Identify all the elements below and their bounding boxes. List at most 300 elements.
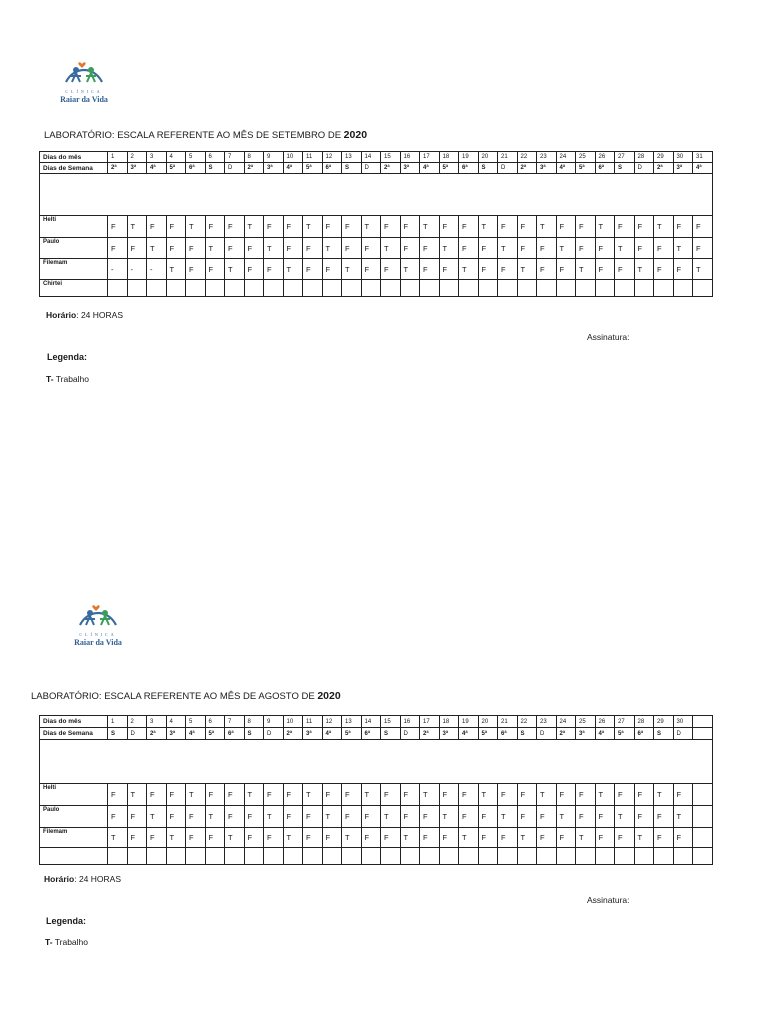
clinic-logo	[46, 60, 122, 110]
shift-cell: F	[517, 806, 537, 828]
shift-cell: T	[264, 238, 284, 259]
weekday-cell: 2ª	[147, 728, 167, 740]
weekday-cell: S	[654, 728, 674, 740]
day-number-cell: 29	[654, 152, 674, 163]
shift-cell: F	[537, 806, 557, 828]
day-number-cell: 28	[634, 152, 654, 163]
shift-cell: T	[225, 828, 245, 848]
day-number-cell: 20	[478, 152, 498, 163]
day-number-cell: 15	[381, 152, 401, 163]
shift-cell: F	[322, 784, 342, 806]
shift-cell	[127, 280, 147, 297]
shift-cell: F	[205, 216, 225, 238]
staff-row-paulo	[40, 806, 713, 828]
day-number-cell: 7	[225, 152, 245, 163]
weekday-cell: 2ª	[556, 728, 576, 740]
shift-cell: F	[303, 828, 323, 848]
staff-row-helti	[40, 784, 713, 806]
shift-cell	[693, 806, 713, 828]
staff-row-helti	[40, 216, 713, 238]
weekday-cell: 4ª	[459, 728, 479, 740]
weekday-cell: S	[342, 163, 362, 174]
shift-cell: T	[147, 238, 167, 259]
shift-cell: F	[576, 806, 596, 828]
shift-cell: F	[595, 259, 615, 280]
weekday-cell: 6ª	[361, 728, 381, 740]
shift-cell: F	[225, 216, 245, 238]
shift-cell	[576, 848, 596, 865]
staff-row-chirtei	[40, 280, 713, 297]
shift-cell	[576, 280, 596, 297]
day-number-cell: 27	[615, 152, 635, 163]
shift-cell	[654, 280, 674, 297]
shift-cell: F	[342, 216, 362, 238]
weekday-cell	[693, 728, 713, 740]
staff-row-empty	[40, 848, 713, 865]
shift-cell: F	[225, 238, 245, 259]
weekday-cell: 6ª	[459, 163, 479, 174]
weekday-cell: 2ª	[517, 163, 537, 174]
day-number-cell: 23	[537, 152, 557, 163]
weekday-cell: D	[264, 728, 284, 740]
shift-cell: F	[517, 784, 537, 806]
shift-cell: F	[127, 806, 147, 828]
shift-cell	[303, 280, 323, 297]
weekday-cell: 6ª	[595, 163, 615, 174]
shift-cell	[205, 280, 225, 297]
day-number-cell: 18	[439, 152, 459, 163]
shift-cell: F	[283, 784, 303, 806]
shift-cell: T	[439, 238, 459, 259]
shift-cell	[147, 848, 167, 865]
staff-row-filemam	[40, 259, 713, 280]
weekday-cell: S	[205, 163, 225, 174]
shift-cell	[595, 280, 615, 297]
shift-cell	[478, 280, 498, 297]
day-number-cell: 26	[595, 152, 615, 163]
day-number-cell: 22	[517, 716, 537, 728]
day-number-cell: 23	[537, 716, 557, 728]
shift-cell: F	[634, 806, 654, 828]
legend-desc: Trabalho	[53, 374, 90, 384]
shift-cell: F	[342, 238, 362, 259]
shift-cell	[439, 280, 459, 297]
shift-cell: F	[595, 828, 615, 848]
schedule-table	[39, 151, 713, 297]
hours-label: Horário	[46, 310, 77, 320]
shift-cell: F	[576, 238, 596, 259]
shift-cell: F	[498, 828, 518, 848]
shift-cell: T	[537, 784, 557, 806]
shift-cell: F	[205, 784, 225, 806]
shift-cell	[166, 848, 186, 865]
shift-cell: F	[615, 828, 635, 848]
shift-cell: T	[381, 806, 401, 828]
shift-cell	[517, 848, 537, 865]
weekday-cell: 2ª	[381, 163, 401, 174]
shift-cell	[108, 848, 128, 865]
day-number-cell: 9	[264, 152, 284, 163]
day-number-cell: 6	[205, 152, 225, 163]
shift-cell: T	[127, 784, 147, 806]
day-number-cell: 10	[283, 716, 303, 728]
shift-cell: F	[400, 784, 420, 806]
day-number-cell: 1	[108, 716, 128, 728]
shift-cell: F	[556, 784, 576, 806]
shift-cell	[459, 848, 479, 865]
shift-cell: -	[147, 259, 167, 280]
shift-cell: F	[459, 784, 479, 806]
shift-cell: F	[634, 238, 654, 259]
shift-cell	[400, 280, 420, 297]
shift-cell: T	[342, 828, 362, 848]
shift-cell: F	[361, 806, 381, 828]
shift-cell	[420, 848, 440, 865]
shift-cell: T	[615, 238, 635, 259]
shift-cell: F	[673, 828, 693, 848]
shift-cell: F	[634, 216, 654, 238]
shift-cell	[186, 280, 206, 297]
weekday-cell: 4ª	[322, 728, 342, 740]
day-number-cell: 13	[342, 716, 362, 728]
shift-cell	[108, 280, 128, 297]
shift-cell: F	[342, 806, 362, 828]
row-label-dias-semana: Dias de Semana	[40, 728, 108, 740]
shift-cell: F	[108, 806, 128, 828]
day-number-cell: 12	[322, 716, 342, 728]
shift-cell	[381, 848, 401, 865]
signature-label: Assinatura:	[587, 895, 630, 905]
shift-cell: F	[478, 259, 498, 280]
weekday-cell: 3ª	[264, 163, 284, 174]
shift-cell: F	[108, 238, 128, 259]
weekday-cell: D	[634, 163, 654, 174]
day-number-cell: 28	[634, 716, 654, 728]
weekday-cell: 4ª	[693, 163, 713, 174]
day-number-cell: 21	[498, 716, 518, 728]
shift-cell: F	[381, 216, 401, 238]
shift-cell: F	[537, 828, 557, 848]
day-number-cell: 18	[439, 716, 459, 728]
weekday-cell: S	[108, 728, 128, 740]
day-number-cell: 5	[186, 152, 206, 163]
shift-cell: F	[108, 216, 128, 238]
shift-cell: T	[322, 238, 342, 259]
day-number-cell: 11	[303, 152, 323, 163]
day-number-cell: 17	[420, 152, 440, 163]
shift-cell: T	[634, 828, 654, 848]
weekday-cell: 3ª	[673, 163, 693, 174]
shift-cell: T	[595, 216, 615, 238]
shift-cell	[615, 280, 635, 297]
weekday-cell: 3ª	[537, 163, 557, 174]
shift-cell: F	[556, 216, 576, 238]
shift-cell: F	[205, 828, 225, 848]
shift-cell: T	[186, 216, 206, 238]
blank-spacer-row	[40, 174, 713, 216]
day-number-cell: 13	[342, 152, 362, 163]
shift-cell	[322, 848, 342, 865]
shift-cell: F	[244, 828, 264, 848]
weekdays-row	[40, 163, 713, 174]
shift-cell	[693, 784, 713, 806]
shift-cell: F	[264, 784, 284, 806]
shift-cell	[303, 848, 323, 865]
shift-cell	[693, 280, 713, 297]
shift-cell: T	[283, 259, 303, 280]
staff-name: Helti	[40, 216, 108, 238]
day-number-cell: 5	[186, 716, 206, 728]
day-number-cell: 4	[166, 716, 186, 728]
shift-cell: F	[459, 806, 479, 828]
shift-cell: T	[420, 784, 440, 806]
shift-cell	[595, 848, 615, 865]
shift-cell: F	[556, 259, 576, 280]
shift-cell: -	[127, 259, 147, 280]
shift-cell: T	[556, 238, 576, 259]
day-number-cell: 24	[556, 716, 576, 728]
shift-cell: F	[283, 238, 303, 259]
shift-cell: T	[361, 784, 381, 806]
shift-cell	[361, 280, 381, 297]
shift-cell: T	[498, 806, 518, 828]
shift-cell: F	[654, 806, 674, 828]
day-number-cell: 16	[400, 152, 420, 163]
shift-cell: F	[459, 238, 479, 259]
shift-cell	[634, 848, 654, 865]
shift-cell	[693, 828, 713, 848]
weekday-cell: 2ª	[420, 728, 440, 740]
clinic-logo	[60, 603, 136, 653]
weekday-cell: 6ª	[225, 728, 245, 740]
shift-cell: F	[361, 238, 381, 259]
shift-cell: T	[400, 828, 420, 848]
shift-cell	[478, 848, 498, 865]
shift-cell: F	[361, 259, 381, 280]
day-number-cell: 31	[693, 152, 713, 163]
shift-cell: F	[147, 216, 167, 238]
weekday-cell: 5ª	[576, 163, 596, 174]
weekday-cell: D	[127, 728, 147, 740]
weekday-cell: 4ª	[595, 728, 615, 740]
shift-cell: F	[244, 806, 264, 828]
shift-cell	[361, 848, 381, 865]
shift-cell: F	[264, 828, 284, 848]
days-of-month-row	[40, 152, 713, 163]
shift-cell: F	[439, 216, 459, 238]
shift-cell: F	[283, 806, 303, 828]
day-number-cell: 9	[264, 716, 284, 728]
shift-cell: F	[186, 238, 206, 259]
weekday-cell: 2ª	[283, 728, 303, 740]
title-year: 2020	[317, 690, 341, 702]
shift-cell: F	[517, 216, 537, 238]
legend-desc: Trabalho	[52, 937, 89, 947]
day-number-cell: 21	[498, 152, 518, 163]
shift-cell: F	[283, 216, 303, 238]
day-number-cell: 12	[322, 152, 342, 163]
shift-cell: T	[166, 828, 186, 848]
shift-cell: F	[264, 259, 284, 280]
shift-cell	[556, 280, 576, 297]
shift-cell: T	[400, 259, 420, 280]
day-number-cell: 2	[127, 152, 147, 163]
shift-cell	[127, 848, 147, 865]
shift-cell: -	[108, 259, 128, 280]
shift-cell: T	[615, 806, 635, 828]
shift-cell	[673, 848, 693, 865]
shift-cell: F	[654, 238, 674, 259]
weekday-cell: 3ª	[400, 163, 420, 174]
shift-cell: F	[166, 238, 186, 259]
shift-cell: F	[225, 784, 245, 806]
legend-heading: Legenda:	[47, 352, 88, 362]
weekday-cell: 2ª	[654, 163, 674, 174]
shift-cell: F	[205, 259, 225, 280]
weekday-cell: 3ª	[439, 728, 459, 740]
logo-clinica-text: CLÍNICA	[65, 89, 103, 94]
hours-value: : 24 HORAS	[74, 874, 122, 884]
day-number-cell: 19	[459, 152, 479, 163]
weekday-cell: 6ª	[498, 728, 518, 740]
day-number-cell: 29	[654, 716, 674, 728]
shift-cell	[615, 848, 635, 865]
logo-figures-icon	[74, 603, 122, 633]
shift-cell	[244, 280, 264, 297]
shift-cell	[556, 848, 576, 865]
shift-cell: F	[634, 784, 654, 806]
weekday-cell: 6ª	[186, 163, 206, 174]
day-number-cell: 22	[517, 152, 537, 163]
day-number-cell: 2	[127, 716, 147, 728]
day-number-cell: 24	[556, 152, 576, 163]
weekday-cell: D	[361, 163, 381, 174]
row-label-dias-mes: Dias do mês	[40, 152, 108, 163]
blank-spacer-row	[40, 740, 713, 784]
shift-cell: T	[108, 828, 128, 848]
shift-cell: T	[166, 259, 186, 280]
shift-cell	[673, 280, 693, 297]
weekday-cell: 2ª	[244, 163, 264, 174]
shift-cell	[264, 848, 284, 865]
shift-cell: F	[595, 806, 615, 828]
shift-cell	[283, 280, 303, 297]
staff-name: Chirtei	[40, 280, 108, 297]
shift-cell: F	[108, 784, 128, 806]
shift-cell: F	[673, 216, 693, 238]
weekday-cell: S	[615, 163, 635, 174]
shift-cell: T	[322, 806, 342, 828]
day-number-cell: 11	[303, 716, 323, 728]
shift-cell	[283, 848, 303, 865]
shift-cell: F	[459, 216, 479, 238]
shift-cell: F	[186, 806, 206, 828]
weekday-cell: 5ª	[478, 728, 498, 740]
day-number-cell: 7	[225, 716, 245, 728]
day-number-cell: 14	[361, 716, 381, 728]
weekday-cell: D	[225, 163, 245, 174]
shift-cell	[498, 848, 518, 865]
shift-cell	[498, 280, 518, 297]
shift-cell: T	[673, 806, 693, 828]
logo-clinica-text: CLÍNICA	[79, 632, 117, 637]
shift-cell	[166, 280, 186, 297]
shift-cell: F	[166, 806, 186, 828]
weekday-cell: D	[400, 728, 420, 740]
weekday-cell: 4ª	[556, 163, 576, 174]
day-number-cell: 3	[147, 152, 167, 163]
day-number-cell: 14	[361, 152, 381, 163]
shift-cell: F	[303, 806, 323, 828]
shift-cell	[634, 280, 654, 297]
shift-cell: T	[186, 784, 206, 806]
weekday-cell: S	[517, 728, 537, 740]
shift-cell: F	[166, 216, 186, 238]
shift-cell: F	[244, 259, 264, 280]
shift-cell: F	[147, 784, 167, 806]
weekday-cell: 5ª	[342, 728, 362, 740]
hours-label: Horário	[44, 874, 75, 884]
shift-cell: F	[342, 784, 362, 806]
staff-row-filemam	[40, 828, 713, 848]
weekday-cell: D	[537, 728, 557, 740]
shift-cell	[186, 848, 206, 865]
shift-cell: F	[439, 784, 459, 806]
day-number-cell: 3	[147, 716, 167, 728]
shift-cell: F	[166, 784, 186, 806]
weekday-cell: 4ª	[186, 728, 206, 740]
shift-cell: T	[459, 828, 479, 848]
shift-cell: T	[576, 259, 596, 280]
shift-cell: F	[147, 828, 167, 848]
shift-cell: T	[381, 238, 401, 259]
shift-cell: T	[225, 259, 245, 280]
weekday-cell: 5ª	[303, 163, 323, 174]
shift-cell	[205, 848, 225, 865]
shift-cell: F	[186, 828, 206, 848]
shift-cell: F	[693, 216, 713, 238]
weekday-cell: 6ª	[634, 728, 654, 740]
day-number-cell: 27	[615, 716, 635, 728]
shift-cell: T	[654, 216, 674, 238]
shift-cell	[693, 848, 713, 865]
shift-cell: F	[322, 828, 342, 848]
shift-cell: F	[303, 238, 323, 259]
shift-cell	[264, 280, 284, 297]
day-number-cell: 25	[576, 716, 596, 728]
shift-cell: F	[186, 259, 206, 280]
shift-cell: F	[673, 784, 693, 806]
staff-name: Helti	[40, 784, 108, 806]
weekday-cell: 5ª	[166, 163, 186, 174]
shift-cell: T	[517, 828, 537, 848]
shift-cell: F	[693, 238, 713, 259]
shift-cell: T	[459, 259, 479, 280]
row-label-dias-semana: Dias de Semana	[40, 163, 108, 174]
shift-cell: F	[556, 828, 576, 848]
shift-cell: T	[127, 216, 147, 238]
shift-cell: F	[654, 259, 674, 280]
weekday-cell: 5ª	[439, 163, 459, 174]
schedule-table	[39, 715, 713, 865]
weekday-cell: S	[381, 728, 401, 740]
title-year: 2020	[343, 129, 368, 141]
shift-cell: F	[615, 216, 635, 238]
shift-cell: F	[478, 828, 498, 848]
shift-cell: F	[127, 828, 147, 848]
weekday-cell: S	[478, 163, 498, 174]
day-number-cell: 26	[595, 716, 615, 728]
